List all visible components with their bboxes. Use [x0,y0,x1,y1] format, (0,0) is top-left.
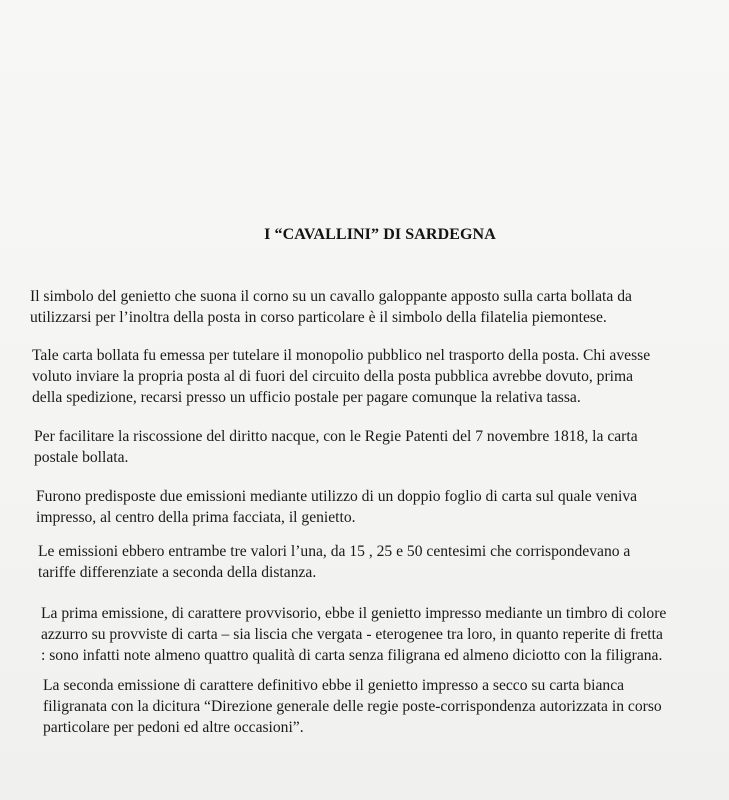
text-line: Per facilitare la riscossione del diritto nacque, con le Regie Patenti del 7 novembre 1818, la carta [34,428,638,445]
text-line: postale bollata. [34,449,129,466]
paragraph-valori [38,541,630,583]
paragraph-riscossione [34,426,638,468]
paragraph-seconda-emissione [43,675,662,738]
text-line: Furono predisposte due emissioni mediante utilizzo di un doppio foglio di carta sul quale veniva [36,488,638,505]
paragraph-emissioni-predisposte [36,486,637,528]
document-title: I “CAVALLINI” DI SARDEGNA [264,226,496,243]
text-line: impresso, al centro della prima facciata, il genietto. [36,509,356,526]
text-line: La prima emissione, di carattere provvisorio, ebbe il genietto impresso mediante un timbro di colore [41,605,667,622]
text-line: azzurro su provviste di carta – sia liscia che vergata - eterogenee tra loro, in quanto reperite di fretta [41,626,663,643]
text-line: Le emissioni ebbero entrambe tre valori l’una, da 15 , 25 e 50 centesimi che corrispondevano a [38,543,631,560]
paragraph-simbolo [30,286,632,328]
text-line: La seconda emissione di carattere definitivo ebbe il genietto impresso a secco su carta bianca [43,677,625,694]
text-line: : sono infatti note almeno quattro qualità di carta senza filigrana ed almeno diciotto con la filigrana. [41,647,663,664]
text-line: utilizzarsi per l’inoltra della posta in corso particolare è il simbolo della filatelia piemontese. [30,309,607,326]
paragraph-prima-emissione [41,603,666,666]
text-line: particolare per pedoni ed altre occasioni”. [43,719,304,736]
text-line: voluto inviare la propria posta al di fuori del circuito della posta pubblica avrebbe dovuto, prima [32,368,634,385]
text-line: della spedizione, recarsi presso un ufficio postale per pagare comunque la relativa tassa. [32,389,581,406]
text-line: Tale carta bollata fu emessa per tutelare il monopolio pubblico nel trasporto della posta. Chi avesse [32,347,651,364]
text-line: filigranata con la dicitura “Direzione generale delle regie poste-corrispondenza autorizzata in corso [43,698,662,715]
text-line: tariffe differenziate a seconda della distanza. [38,564,317,581]
text-line: Il simbolo del genietto che suona il corno su un cavallo galoppante apposto sulla carta bollata da [30,288,632,305]
paragraph-carta-bollata [32,345,650,408]
